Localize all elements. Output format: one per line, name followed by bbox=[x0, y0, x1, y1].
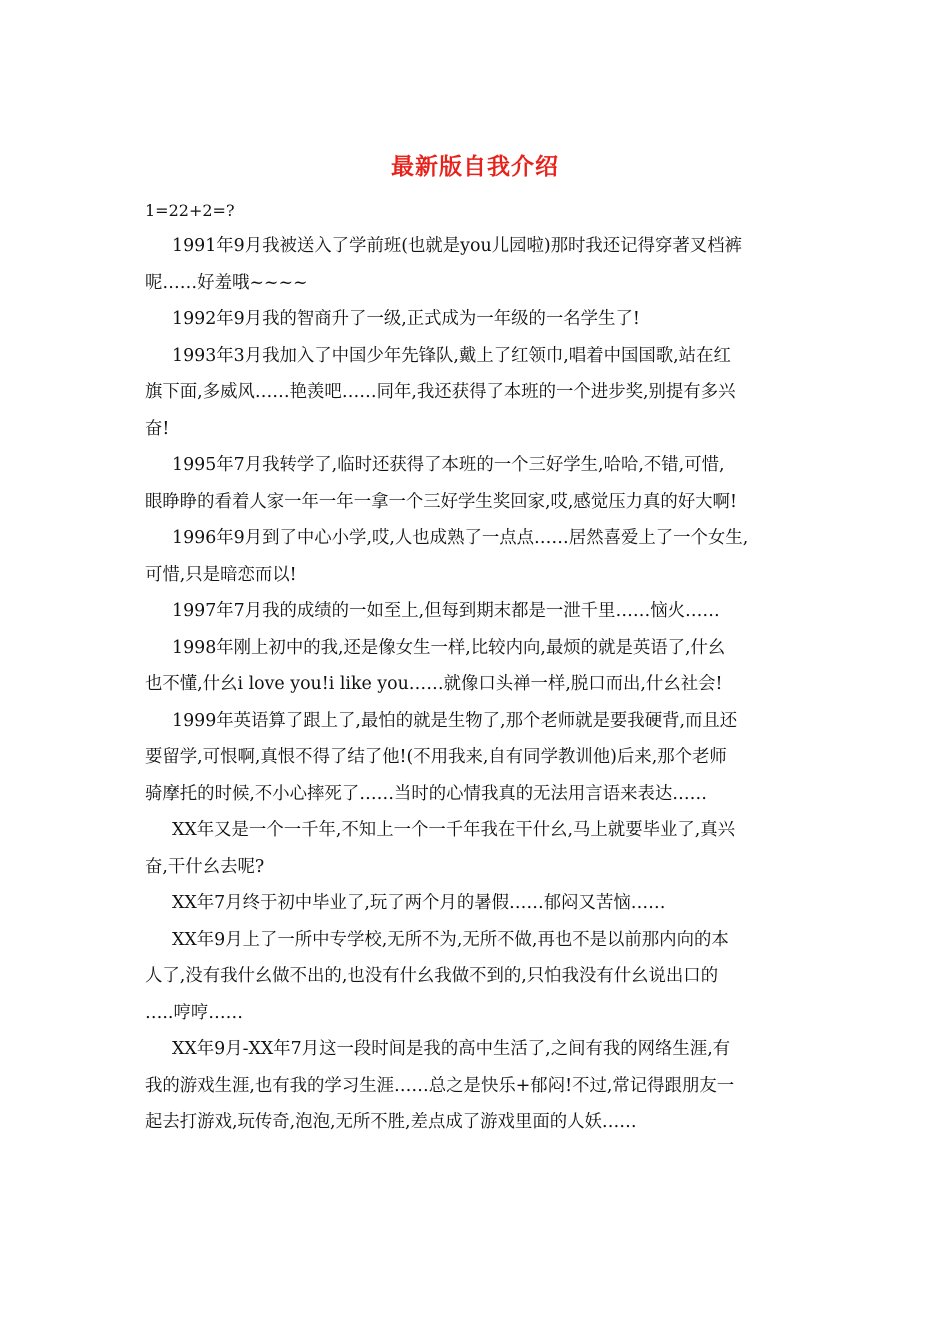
text-line: 1992年9月我的智商升了一级,正式成为一年级的一名学生了! bbox=[172, 309, 640, 329]
text-line: 旗下面,多威风……艳羡吧……同年,我还获得了本班的一个进步奖,别提有多兴 bbox=[145, 382, 736, 402]
text-line: 1991年9月我被送入了学前班(也就是you儿园啦)那时我还记得穿著叉档裤 bbox=[172, 236, 742, 256]
text-line: 1998年刚上初中的我,还是像女生一样,比较内向,最烦的就是英语了,什幺 bbox=[172, 637, 726, 658]
formula-line: 1=22+2=? bbox=[145, 201, 235, 220]
text-line: XX年7月终于初中毕业了,玩了两个月的暑假……郁闷又苦恼…… bbox=[172, 893, 666, 913]
paragraph-lines bbox=[145, 228, 810, 1141]
document-title: 最新版自我介绍 bbox=[391, 153, 559, 180]
text-line: 1999年英语算了跟上了,最怕的就是生物了,那个老师就是要我硬背,而且还 bbox=[172, 710, 738, 731]
text-line: 人了,没有我什幺做不出的,也没有什幺我做不到的,只怕我没有什幺说出口的 bbox=[145, 966, 719, 986]
text-line: 1993年3月我加入了中国少年先锋队,戴上了红领巾,唱着中国国歌,站在红 bbox=[172, 345, 731, 366]
text-line: XX年9月上了一所中专学校,无所不为,无所不做,再也不是以前那内向的本 bbox=[172, 929, 729, 950]
text-line: 要留学,可恨啊,真恨不得了结了他!(不用我来,自有同学教训他)后来,那个老师 bbox=[145, 747, 727, 767]
text-line: 也不懂,什幺i love you!i like you……就像口头禅一样,脱口而出,什幺社会! bbox=[145, 674, 723, 694]
document-body bbox=[145, 196, 810, 1141]
text-line: 呢……好羞哦~~~~ bbox=[145, 272, 308, 293]
text-line: 1995年7月我转学了,临时还获得了本班的一个三好学生,哈哈,不错,可惜, bbox=[172, 455, 725, 475]
text-line: 可惜,只是暗恋而以! bbox=[145, 564, 297, 585]
text-line: 奋! bbox=[145, 418, 170, 439]
text-line: 1996年9月到了中心小学,哎,人也成熟了一点点……居然喜爱上了一个女生, bbox=[172, 528, 749, 548]
text-line: 1997年7月我的成绩的一如至上,但每到期末都是一泄千里……恼火…… bbox=[172, 601, 720, 621]
text-line: 我的游戏生涯,也有我的学习生涯……总之是快乐+郁闷!不过,常记得跟朋友一 bbox=[145, 1075, 735, 1096]
text-line: XX年又是一个一千年,不知上一个一千年我在干什幺,马上就要毕业了,真兴 bbox=[172, 820, 736, 840]
text-line: 骑摩托的时候,不小心摔死了……当时的心情我真的无法用言语来表达…… bbox=[145, 783, 708, 804]
text-line: XX年9月-XX年7月这一段时间是我的高中生活了,之间有我的网络生涯,有 bbox=[172, 1039, 731, 1059]
text-line: 起去打游戏,玩传奇,泡泡,无所不胜,差点成了游戏里面的人妖…… bbox=[145, 1112, 637, 1132]
text-line: 眼睁睁的看着人家一年一年一拿一个三好学生奖回家,哎,感觉压力真的好大啊! bbox=[145, 491, 737, 512]
text-line: …..哼哼…… bbox=[145, 1002, 244, 1023]
text-line: 奋,干什幺去呢? bbox=[145, 856, 265, 877]
